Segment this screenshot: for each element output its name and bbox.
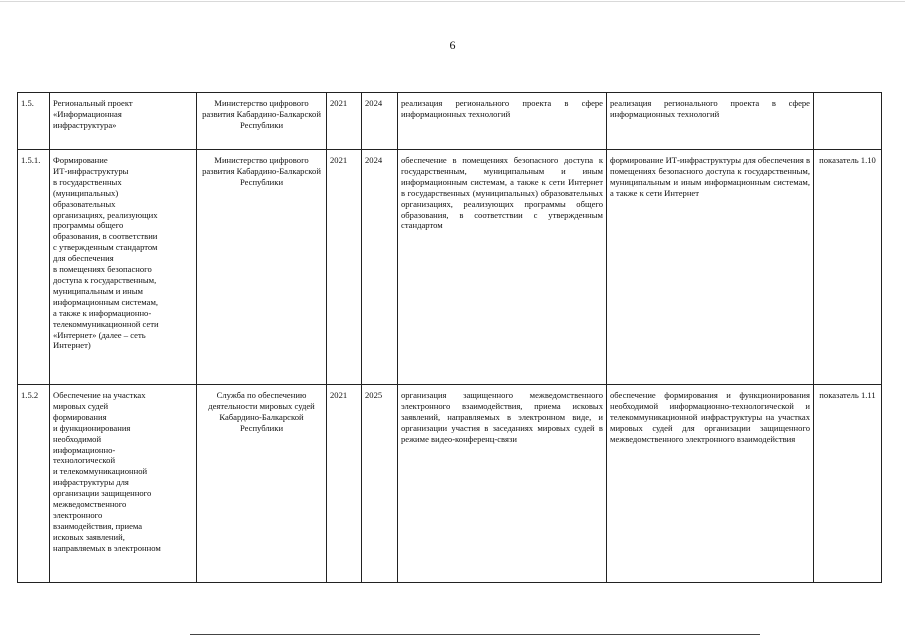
expected-result: обеспечение в помещениях безопасного доступа к государственным, муниципальным и иным информационным системам, а также к сети Интернет в государственных (муниципальных) образовательных организациях, реализующих программы общего образования, в соответствии с утвержденным стандартом [398,150,607,385]
indicator-link [814,93,882,150]
end-year: 2024 [362,93,398,150]
measure-name: Формирование ИТ-инфраструктуры в государственных (муниципальных) образовательных организациях, реализующих программы общего образования, в соответствии с утвержденным стандартом для обеспечения в помещениях безопасного доступа к государственным, муниципальным и иным информационным системам, а также к информационно- телекоммуникационной сети «Интернет» (далее – сеть Интернет) [50,150,197,385]
row-number: 1.5. [18,93,50,150]
page-number: 6 [449,38,456,52]
implementation-effect: обеспечение формирования и функционирования необходимой информационно-технологической и телекоммуникационной инфраструктуры на участках мировых судей для организации защищенного межведомственного электронного взаимодействия [607,385,814,583]
implementation-effect: формирование ИТ-инфраструктуры для обеспечения в помещениях безопасного доступа к государственным, муниципальным и иным информационным системам, а также к сети Интернет [607,150,814,385]
start-year: 2021 [327,385,362,583]
start-year: 2021 [327,93,362,150]
table-row [18,150,882,385]
end-year: 2024 [362,150,398,385]
measures-table [17,92,882,583]
top-scan-rule [0,1,905,2]
bottom-scan-rule [190,634,760,635]
row-number: 1.5.2 [18,385,50,583]
row-number: 1.5.1. [18,150,50,385]
measure-name: Обеспечение на участках мировых судей формирования и функционирования необходимой информационно- технологической и телекоммуникационной инфраструктуры для организации защищенного межведомственного электронного взаимодействия, приема исковых заявлений, направляемых в электронном [50,385,197,583]
indicator-link: показатель 1.10 [814,150,882,385]
expected-result: реализация регионального проекта в сфере информационных технологий [398,93,607,150]
responsible-executor: Министерство цифрового развития Кабардино-Балкарской Республики [197,93,327,150]
implementation-effect: реализация регионального проекта в сфере информационных технологий [607,93,814,150]
expected-result: организация защищенного межведомственного электронного взаимодействия, приема исковых заявлений, направляемых в электронном виде, и организации участия в заседаниях мировых судей в режиме видео-конференц-связи [398,385,607,583]
indicator-link: показатель 1.11 [814,385,882,583]
responsible-executor: Министерство цифрового развития Кабардино-Балкарской Республики [197,150,327,385]
responsible-executor: Служба по обеспечению деятельности мировых судей Кабардино-Балкарской Республики [197,385,327,583]
measure-name: Региональный проект «Информационная инфраструктура» [50,93,197,150]
end-year: 2025 [362,385,398,583]
table-row [18,93,882,150]
start-year: 2021 [327,150,362,385]
table-row [18,385,882,583]
